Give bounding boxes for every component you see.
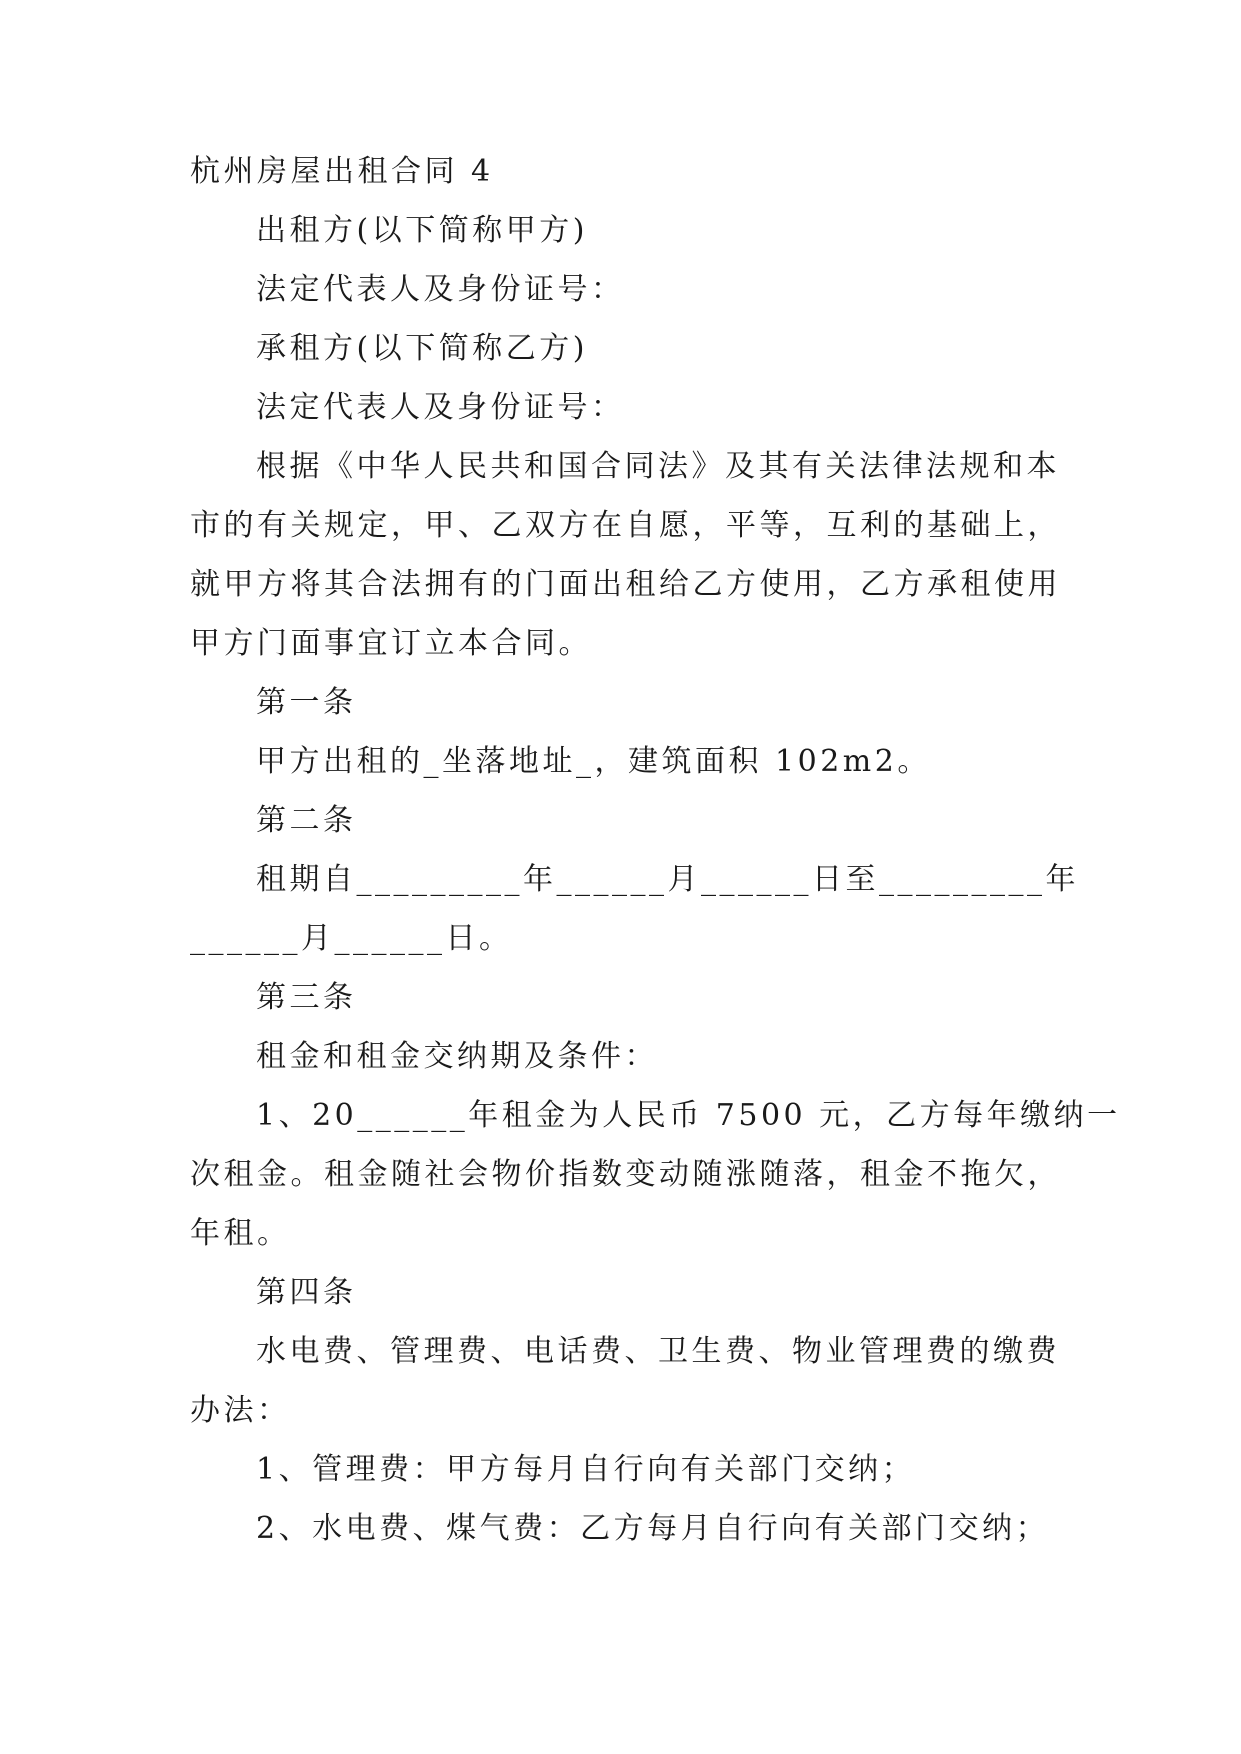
lessee-line: 承租方(以下简称乙方) — [256, 331, 588, 366]
article-heading: 第二条 — [256, 803, 357, 838]
lessor-representative-line: 法定代表人及身份证号： — [256, 272, 625, 307]
preamble-line: 根据《中华人民共和国合同法》及其有关法律法规和本 — [256, 449, 1060, 484]
article-heading: 第四条 — [256, 1275, 357, 1310]
article-body-line: 租金和租金交纳期及条件： — [256, 1039, 658, 1074]
article-body-line: 年租。 — [190, 1216, 291, 1251]
document-title: 杭州房屋出租合同 4 — [190, 154, 494, 189]
article-body-line: 甲方出租的_坐落地址_，建筑面积 102m2。 — [256, 744, 931, 779]
lessor-line: 出租方(以下简称甲方) — [256, 213, 588, 248]
article-body-line: 办法： — [190, 1393, 291, 1428]
article-body-line: 1、管理费：甲方每月自行向有关部门交纳； — [256, 1452, 916, 1487]
preamble-line: 市的有关规定，甲、乙双方在自愿，平等，互利的基础上， — [190, 508, 1061, 543]
article-body-line: 2、水电费、煤气费：乙方每月自行向有关部门交纳； — [256, 1511, 1050, 1546]
article-heading: 第一条 — [256, 685, 357, 720]
article-body-line: ______月______日。 — [190, 921, 513, 956]
article-body-line: 1、20______年租金为人民币 7500 元，乙方每年缴纳一 — [256, 1098, 1121, 1133]
preamble-line: 就甲方将其合法拥有的门面出租给乙方使用，乙方承租使用 — [190, 567, 1061, 602]
article-body-line: 租期自_________年______月______日至_________年 — [256, 862, 1079, 897]
article-body-line: 次租金。租金随社会物价指数变动随涨随落，租金不拖欠， — [190, 1157, 1061, 1192]
preamble-line: 甲方门面事宜订立本合同。 — [190, 626, 592, 661]
article-body-line: 水电费、管理费、电话费、卫生费、物业管理费的缴费 — [256, 1334, 1060, 1369]
lessee-representative-line: 法定代表人及身份证号： — [256, 390, 625, 425]
article-heading: 第三条 — [256, 980, 357, 1015]
